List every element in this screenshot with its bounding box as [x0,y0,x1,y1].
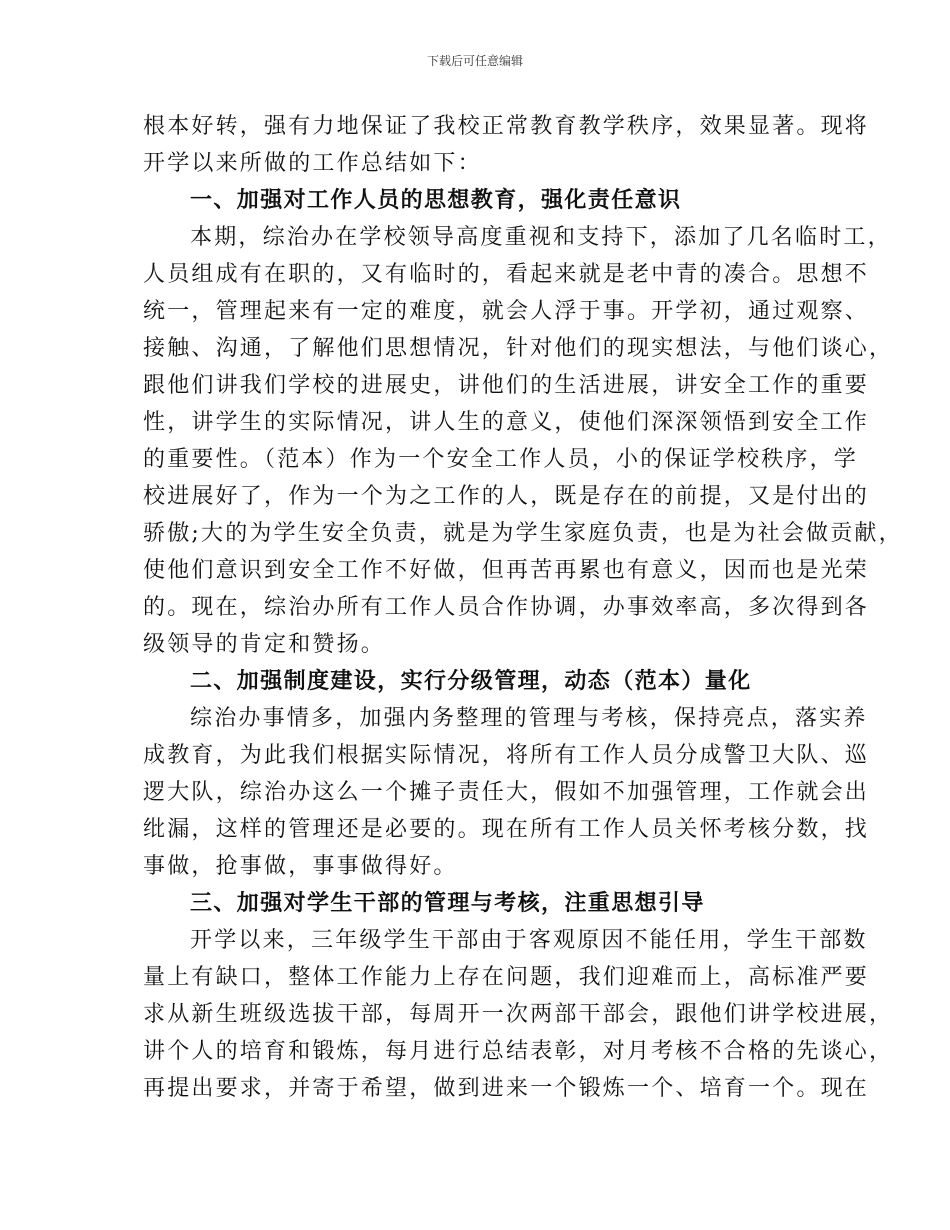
paragraph-line: 校进展好了，作为一个为之工作的人，既是存在的前提，又是付出的 [143,484,870,509]
page-header: 下载后可任意编辑 [426,54,523,68]
paragraph-line: 人员组成有在职的，又有临时的，看起来就是老中青的凑合。思想不 [143,262,870,287]
paragraph-line: 使他们意识到安全工作不好做，但再苦再累也有意义，因而也是光荣 [143,558,870,583]
paragraph-line: 成教育，为此我们根据实际情况，将所有工作人员分成警卫大队、巡 [143,743,870,768]
section-heading: 二、加强制度建设，实行分级管理，动态（范本）量化 [190,668,752,694]
paragraph-line: 的。现在，综治办所有工作人员合作协调，办事效率高，多次得到各 [143,595,870,620]
paragraph-line: 本期，综治办在学校领导高度重视和支持下，添加了几名临时工， [190,225,892,250]
paragraph-line: 求从新生班级选拔干部，每周开一次两部干部会，跟他们讲学校进展， [143,1002,894,1027]
paragraph-line: 开学以来，三年级学生干部由于客观原因不能任用，学生干部数 [190,928,868,953]
paragraph-line: 量上有缺口，整体工作能力上存在问题，我们迎难而上，高标准严要 [143,965,870,990]
paragraph-line: 性，讲学生的实际情况，讲人生的意义，使他们深深领悟到安全工作 [143,410,870,435]
paragraph-line: 综治办事情多，加强内务整理的管理与考核，保持亮点，落实养 [190,706,868,731]
paragraph-line: 级领导的肯定和赞扬。 [143,632,386,657]
section-heading: 三、加强对学生干部的管理与考核，注重思想引导 [190,890,705,916]
paragraph-line: 接触、沟通，了解他们思想情况，针对他们的现实想法，与他们谈心， [143,336,894,361]
paragraph-line: 开学以来所做的工作总结如下： [143,151,482,176]
paragraph-line: 事做，抢事做，事事做得好。 [143,854,458,879]
paragraph-line: 讲个人的培育和锻炼，每月进行总结表彰，对月考核不合格的先谈心， [143,1039,894,1064]
paragraph-line: 纰漏，这样的管理还是必要的。现在所有工作人员关怀考核分数，找 [143,817,870,842]
paragraph-line: 再提出要求，并寄于希望，做到进来一个锻炼一个、培育一个。现在 [143,1076,870,1101]
document-body [143,108,903,1107]
paragraph-line: 跟他们讲我们学校的进展史，讲他们的生活进展，讲安全工作的重要 [143,373,870,398]
paragraph-line: 根本好转，强有力地保证了我校正常教育教学秩序，效果显著。现将 [143,114,870,139]
paragraph-line: 骄傲;大的为学生安全负责，就是为学生家庭负责，也是为社会做贡献， [143,521,903,546]
paragraph-line: 统一，管理起来有一定的难度，就会人浮于事。开学初，通过观察、 [143,299,870,324]
section-heading: 一、加强对工作人员的思想教育，强化责任意识 [190,187,682,213]
paragraph-line: 的重要性。（范本）作为一个安全工作人员，小的保证学校秩序，学 [143,447,859,472]
paragraph-line: 逻大队，综治办这么一个摊子责任大，假如不加强管理，工作就会出 [143,780,870,805]
